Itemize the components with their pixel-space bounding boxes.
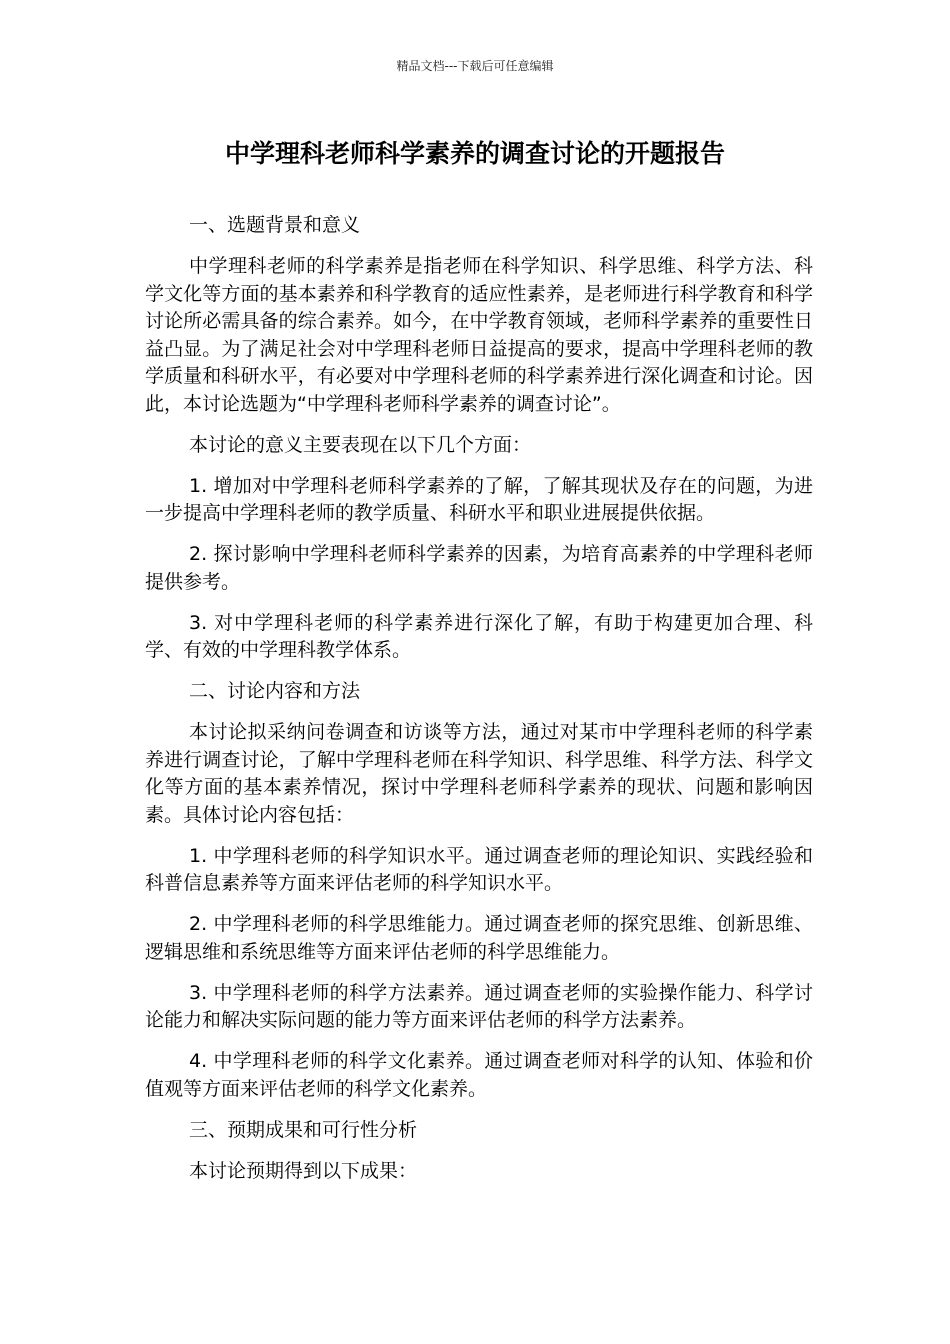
list-item: 2. 中学理科老师的科学思维能力。通过调查老师的探究思维、创新思维、逻辑思维和系统思维等方面来评估老师的科学思维能力。 bbox=[145, 913, 813, 963]
paragraph: 本讨论拟采纳问卷调查和访谈等方法，通过对某市中学理科老师的科学素养进行调查讨论，了解中学理科老师在科学知识、科学思维、科学方法、科学文化等方面的基本素养情况，探讨中学理科老师科学素养的现状、问题和影响因素。具体讨论内容包括： bbox=[145, 721, 813, 826]
list-item: 4. 中学理科老师的科学文化素养。通过调查老师对科学的认知、体验和价值观等方面来评估老师的科学文化素养。 bbox=[145, 1050, 813, 1100]
section-heading: 二、讨论内容和方法 bbox=[189, 680, 361, 702]
section-expected-results bbox=[145, 1117, 813, 1186]
list-item: 3. 对中学理科老师的科学素养进行深化了解，有助于构建更加合理、科学、有效的中学理科教学体系。 bbox=[145, 611, 813, 661]
list-item: 1. 中学理科老师的科学知识水平。通过调查老师的理论知识、实践经验和科普信息素养等方面来评估老师的科学知识水平。 bbox=[145, 844, 813, 894]
section-heading: 三、预期成果和可行性分析 bbox=[189, 1118, 418, 1141]
page-header: 精品文档---下载后可任意编辑 bbox=[396, 59, 554, 73]
section-heading: 一、选题背景和意义 bbox=[189, 214, 361, 236]
document-body bbox=[145, 212, 813, 1199]
list-item: 1. 增加对中学理科老师科学素养的了解，了解其现状及存在的问题，为进一步提高中学理科老师的教学质量、科研水平和职业进展提供依据。 bbox=[145, 474, 813, 524]
paragraph: 本讨论的意义主要表现在以下几个方面： bbox=[189, 433, 532, 456]
list-item: 2. 探讨影响中学理科老师科学素养的因素，为培育高素养的中学理科老师提供参考。 bbox=[145, 543, 813, 593]
document-title: 中学理科老师科学素养的调查讨论的开题报告 bbox=[224, 139, 725, 168]
section-background bbox=[145, 212, 813, 665]
paragraph: 本讨论预期得到以下成果： bbox=[189, 1159, 418, 1182]
paragraph: 中学理科老师的科学素养是指老师在科学知识、科学思维、科学方法、科学文化等方面的基本素养和科学教育的适应性素养，是老师进行科学教育和科学讨论所必需具备的综合素养。如今，在中学教育领域，老师科学素养的重要性日益凸显。为了满足社会对中学理科老师日益提高的要求，提高中学理科老师的教学质量和科研水平，有必要对中学理科老师的科学素养进行深化调查和讨论。因此，本讨论选题为“中学理科老师科学素养的调查讨论”。 bbox=[145, 255, 813, 415]
list-item: 3. 中学理科老师的科学方法素养。通过调查老师的实验操作能力、科学讨论能力和解决实际问题的能力等方面来评估老师的科学方法素养。 bbox=[145, 981, 813, 1031]
section-content-methods bbox=[145, 678, 813, 1103]
